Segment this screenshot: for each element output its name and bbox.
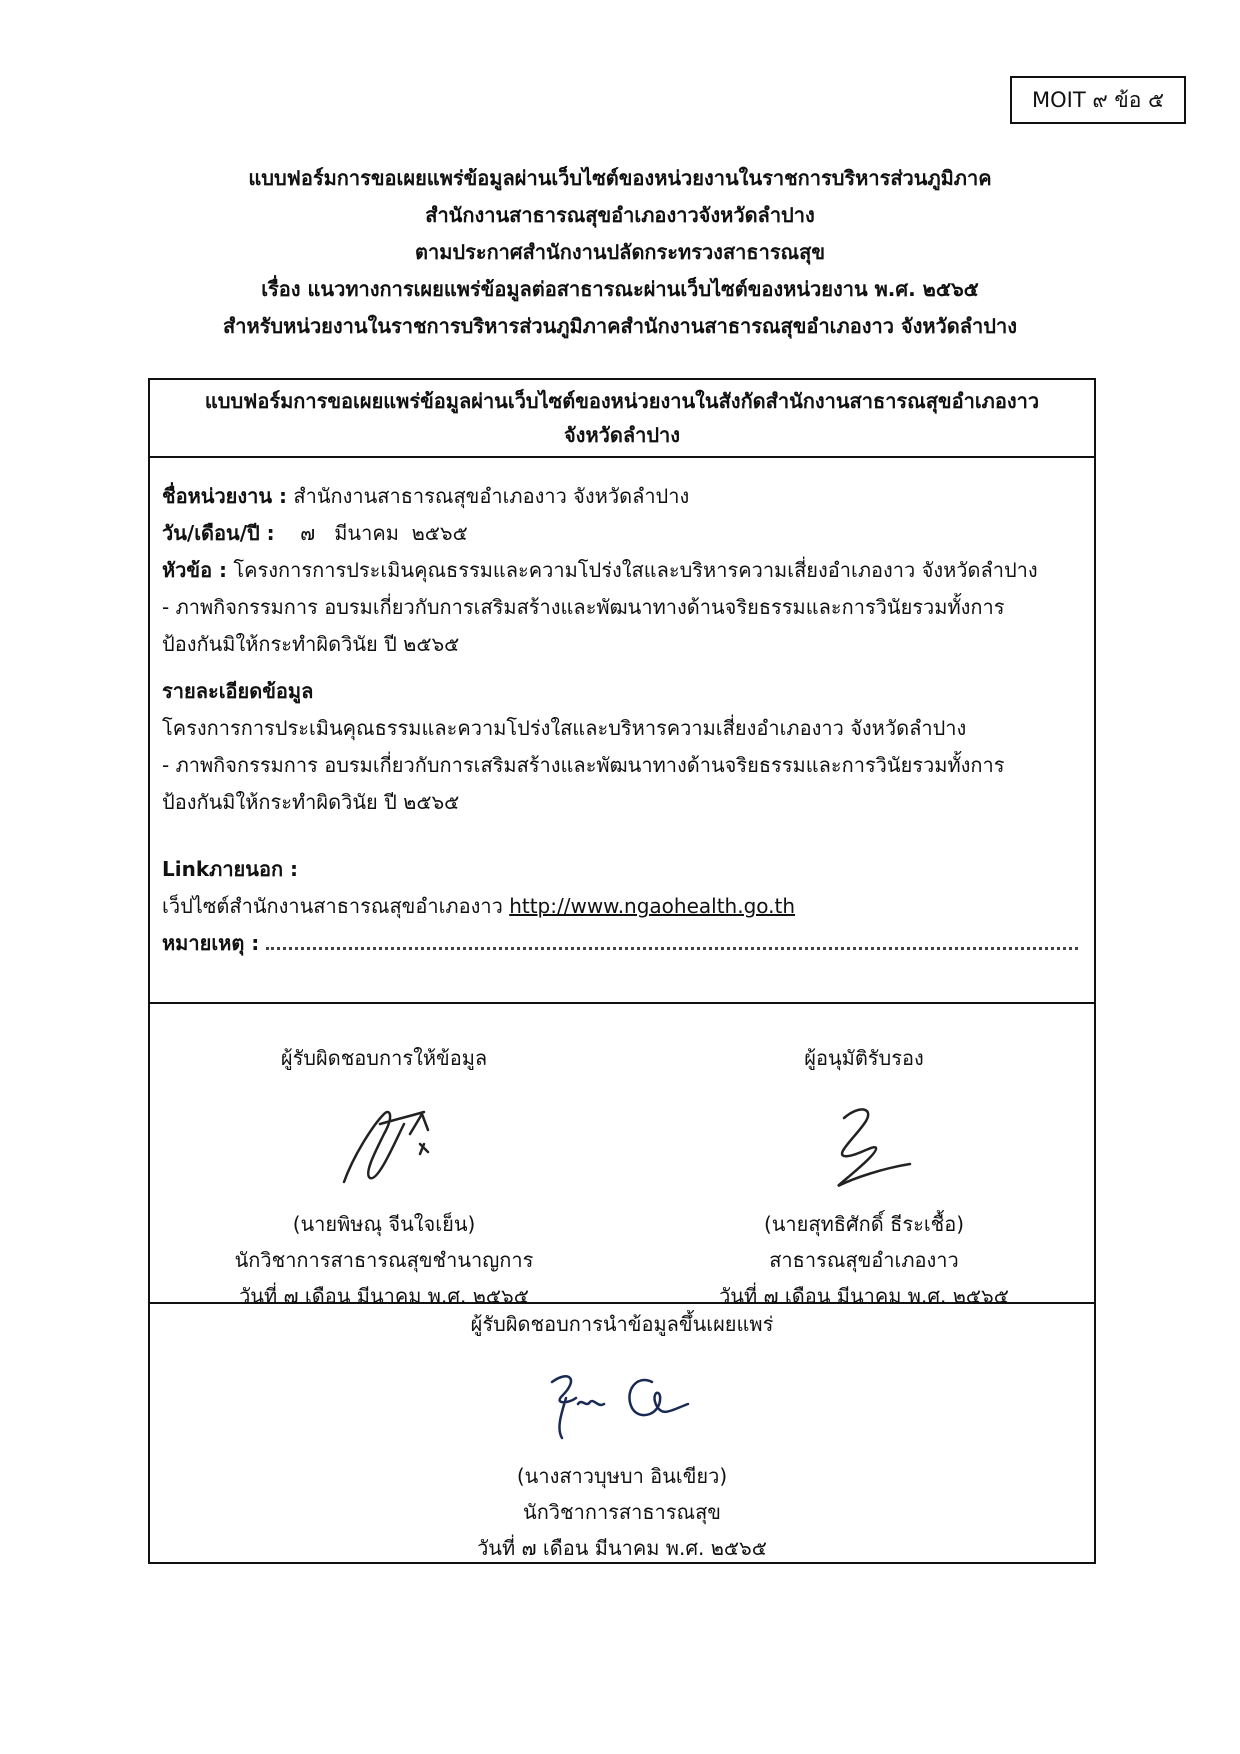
form-info-section — [150, 458, 1094, 1004]
detail-line-3: ป้องกันมิให้กระทำผิดวินัย ปี ๒๕๖๕ — [162, 790, 460, 814]
link-text: เว็ปไซต์สำนักงานสาธารณสุขอำเภองาว — [162, 894, 510, 918]
detail-label: รายละเอียดข้อมูล — [162, 679, 314, 703]
publisher-signature — [150, 1352, 1094, 1452]
agency-label: ชื่อหน่วยงาน : — [162, 484, 288, 508]
note-row — [162, 925, 1082, 962]
form-title-line-1: แบบฟอร์มการขอเผยแพร่ข้อมูลผ่านเว็บไซต์ของหน่วยงานในสังกัดสำนักงานสาธารณสุขอำเภองาว — [204, 389, 1040, 413]
header-line-5: สำหรับหน่วยงานในราชการบริหารส่วนภูมิภาคสำนักงานสาธารณสุขอำเภองาว จังหวัดลำปาง — [223, 314, 1017, 338]
header-line-2: สำนักงานสาธารณสุขอำเภองาวจังหวัดลำปาง — [425, 203, 815, 227]
form-title-line-2: จังหวัดลำปาง — [563, 423, 681, 447]
signer-left-role: ผู้รับผิดชอบการให้ข้อมูล — [280, 1046, 488, 1070]
signature-section — [150, 1004, 1094, 1308]
note-dotted-line — [266, 931, 1078, 950]
header-line-3: ตามประกาศสำนักงานปลัดกระทรวงสาธารณสุข — [414, 240, 825, 264]
publisher-date: วันที่ ๗ เดือน มีนาคม พ.ศ. ๒๕๖๕ — [477, 1536, 767, 1560]
form-title — [150, 380, 1094, 458]
signer-right-name: (นายสุทธิศักดิ์ ธีระเชื้อ) — [763, 1212, 965, 1236]
signer-left-position: นักวิชาการสาธารณสุขชำนาญการ — [234, 1248, 534, 1272]
topic-row — [162, 552, 1082, 589]
link-label: Linkภายนอก : — [162, 857, 299, 881]
publisher-role: ผู้รับผิดชอบการนำข้อมูลขึ้นเผยแพร่ — [470, 1312, 774, 1336]
publisher-name: (นางสาวบุษบา อินเขียว) — [516, 1464, 728, 1488]
link-row — [162, 888, 1082, 925]
detail-line-1: โครงการการประเมินคุณธรรมและความโปร่งใสและบริหารความเสี่ยงอำเภองาว จังหวัดลำปาง — [162, 716, 967, 740]
signer-right-signature — [634, 1094, 1094, 1194]
signer-right — [634, 1004, 1094, 1314]
signer-left-date: วันที่ ๗ เดือน มีนาคม พ.ศ. ๒๕๖๕ — [239, 1284, 529, 1308]
signer-left-signature — [154, 1094, 614, 1194]
header-line-1: แบบฟอร์มการขอเผยแพร่ข้อมูลผ่านเว็บไซต์ของหน่วยงานในราชการบริหารส่วนภูมิภาค — [248, 166, 992, 190]
header-line-4: เรื่อง แนวทางการเผยแพร่ข้อมูลต่อสาธารณะผ่านเว็บไซต์ของหน่วยงาน พ.ศ. ๒๕๖๕ — [261, 277, 979, 301]
signer-right-position: สาธารณสุขอำเภองาว — [769, 1248, 959, 1272]
request-form — [148, 378, 1096, 1564]
signature-right-image — [814, 1094, 914, 1194]
document-code-box — [1010, 76, 1186, 124]
website-link[interactable]: http://www.ngaohealth.go.th — [509, 894, 796, 918]
note-label: หมายเหตุ : — [162, 931, 260, 955]
date-row — [162, 515, 1082, 552]
topic-label: หัวข้อ : — [162, 558, 228, 582]
document-code: MOIT ๙ ข้อ ๕ — [1032, 87, 1164, 112]
agency-value: สำนักงานสาธารณสุขอำเภองาว จังหวัดลำปาง — [287, 484, 690, 508]
detail-line-2: - ภาพกิจกรรมการ อบรมเกี่ยวกับการเสริมสร้างและพัฒนาทางด้านจริยธรรมและการวินัยรวมทั้งการ — [162, 753, 1005, 777]
date-value: ๗ มีนาคม ๒๕๖๕ — [274, 521, 468, 545]
signer-right-role: ผู้อนุมัติรับรอง — [804, 1046, 924, 1070]
topic-line-2: - ภาพกิจกรรมการ อบรมเกี่ยวกับการเสริมสร้างและพัฒนาทางด้านจริยธรรมและการวินัยรวมทั้งการ — [162, 595, 1005, 619]
signer-left — [154, 1004, 614, 1314]
topic-line-3: ป้องกันมิให้กระทำผิดวินัย ปี ๒๕๖๕ — [162, 632, 460, 656]
signature-publisher-image — [532, 1352, 712, 1452]
topic-value: โครงการการประเมินคุณธรรมและความโปร่งใสและบริหารความเสี่ยงอำเภองาว จังหวัดลำปาง — [227, 558, 1038, 582]
document-header — [120, 160, 1120, 345]
publisher-position: นักวิชาการสาธารณสุข — [523, 1500, 721, 1524]
signer-left-name: (นายพิษณุ จีนใจเย็น) — [292, 1212, 476, 1236]
signature-left-image — [324, 1094, 444, 1194]
publisher-section — [150, 1304, 1094, 1564]
date-label: วัน/เดือน/ปี : — [162, 521, 275, 545]
signer-right-date: วันที่ ๗ เดือน มีนาคม พ.ศ. ๒๕๖๕ — [719, 1284, 1009, 1308]
agency-row — [162, 478, 1082, 515]
